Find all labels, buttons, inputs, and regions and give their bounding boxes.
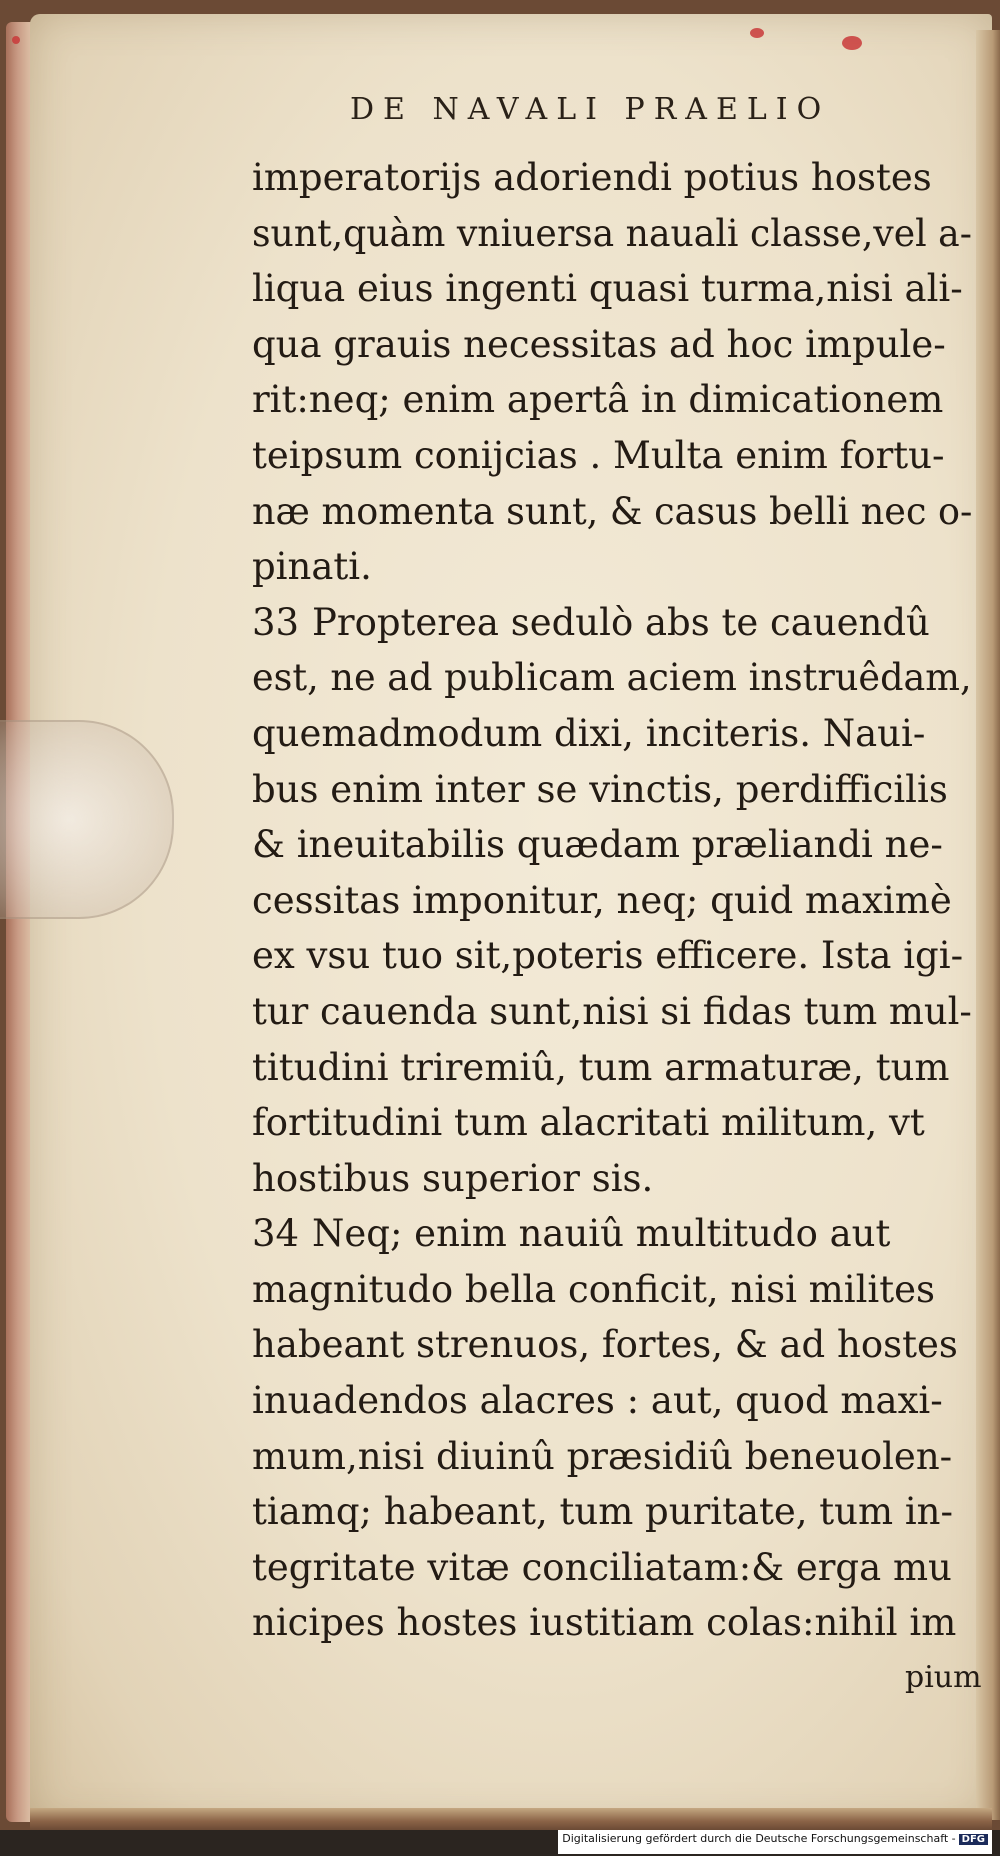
text-line (252, 873, 972, 929)
text-line (252, 150, 972, 206)
line-text: næ momenta sunt, & casus belli nec o- (252, 489, 973, 533)
line-text: habeant strenuos, fortes, & ad hostes (252, 1323, 958, 1367)
line-text: qua grauis necessitas ad hoc impule- (252, 322, 946, 366)
red-stain-mark (12, 36, 20, 44)
line-text: teipsum conijcias . Multa enim fortu- (252, 433, 945, 477)
text-line (252, 428, 972, 484)
text-line (252, 1317, 972, 1373)
line-text: inuadendos alacres : aut, quod maxi- (252, 1379, 943, 1423)
line-text: bus enim inter se vinctis, perdifficilis (252, 767, 948, 811)
red-stain-mark (842, 36, 862, 50)
digitization-credit (558, 1830, 992, 1854)
catchword: pium (905, 1660, 982, 1695)
text-line (252, 261, 972, 317)
text-line (252, 1429, 972, 1485)
text-line (252, 1040, 972, 1096)
line-text: nicipes hostes iustitiam colas:nihil im (252, 1601, 957, 1645)
text-line (252, 1540, 972, 1596)
line-text: hostibus superior sis. (252, 1156, 654, 1200)
text-line (252, 817, 972, 873)
line-text: fortitudini tum alacritati militum, vt (252, 1101, 925, 1145)
line-text: Neq; enim nauiû multitudo aut (312, 1212, 891, 1256)
credit-text: Digitalisierung gefördert durch die Deutsche Forschungsgemeinschaft - (562, 1832, 956, 1845)
text-line (252, 1484, 972, 1540)
text-line (252, 1262, 972, 1318)
line-text: rit:neq; enim apertâ in dimicationem (252, 378, 944, 422)
line-text: & ineuitabilis quædam præliandi ne- (252, 823, 943, 867)
line-text: tegritate vitæ conciliatam:& erga mu (252, 1545, 952, 1589)
line-text: ex vsu tuo sit,poteris efficere. Ista igi- (252, 934, 964, 978)
line-text: liqua eius ingenti quasi turma,nisi ali- (252, 267, 963, 311)
text-block (252, 150, 972, 1651)
text-line (252, 1206, 972, 1262)
running-head: DE NAVALI PRAELIO (350, 92, 831, 127)
text-line (252, 762, 972, 818)
text-line (252, 1595, 972, 1651)
page-edge-right (976, 30, 1000, 1820)
line-text: mum,nisi diuinû præsidiû beneuolen- (252, 1434, 953, 1478)
paragraph-number: 33 (252, 600, 300, 644)
line-text: magnitudo bella conficit, nisi milites (252, 1267, 936, 1311)
line-text: Propterea sedulò abs te cauendû (312, 600, 930, 644)
text-line (252, 595, 972, 651)
text-line (252, 706, 972, 762)
line-text: pinati. (252, 545, 372, 589)
text-line (252, 650, 972, 706)
page-edge-bottom (30, 1808, 992, 1830)
text-line (252, 539, 972, 595)
line-text: tiamq; habeant, tum puritate, tum in- (252, 1490, 954, 1534)
text-line (252, 1151, 972, 1207)
line-text: est, ne ad publicam aciem instruêdam, (252, 656, 972, 700)
line-text: sunt,quàm vniuersa nauali classe,vel a- (252, 211, 972, 255)
red-stain-mark (750, 28, 764, 38)
line-text: quemadmodum dixi, inciteris. Naui- (252, 711, 926, 755)
text-line (252, 317, 972, 373)
text-line (252, 1373, 972, 1429)
line-text: tur cauenda sunt,nisi si fidas tum mul- (252, 989, 972, 1033)
line-text: titudini triremiû, tum armaturæ, tum (252, 1045, 950, 1089)
text-line (252, 984, 970, 1040)
line-text: cessitas imponitur, neq; quid maximè (252, 878, 952, 922)
text-line (252, 206, 972, 262)
text-line (252, 1095, 972, 1151)
text-line (252, 484, 973, 540)
text-line (252, 928, 972, 984)
line-text: imperatorijs adoriendi potius hostes (252, 156, 932, 199)
dfg-logo: DFG (959, 1834, 988, 1845)
text-line (252, 372, 972, 428)
paragraph-number: 34 (252, 1212, 300, 1256)
holding-thumb (0, 720, 174, 919)
